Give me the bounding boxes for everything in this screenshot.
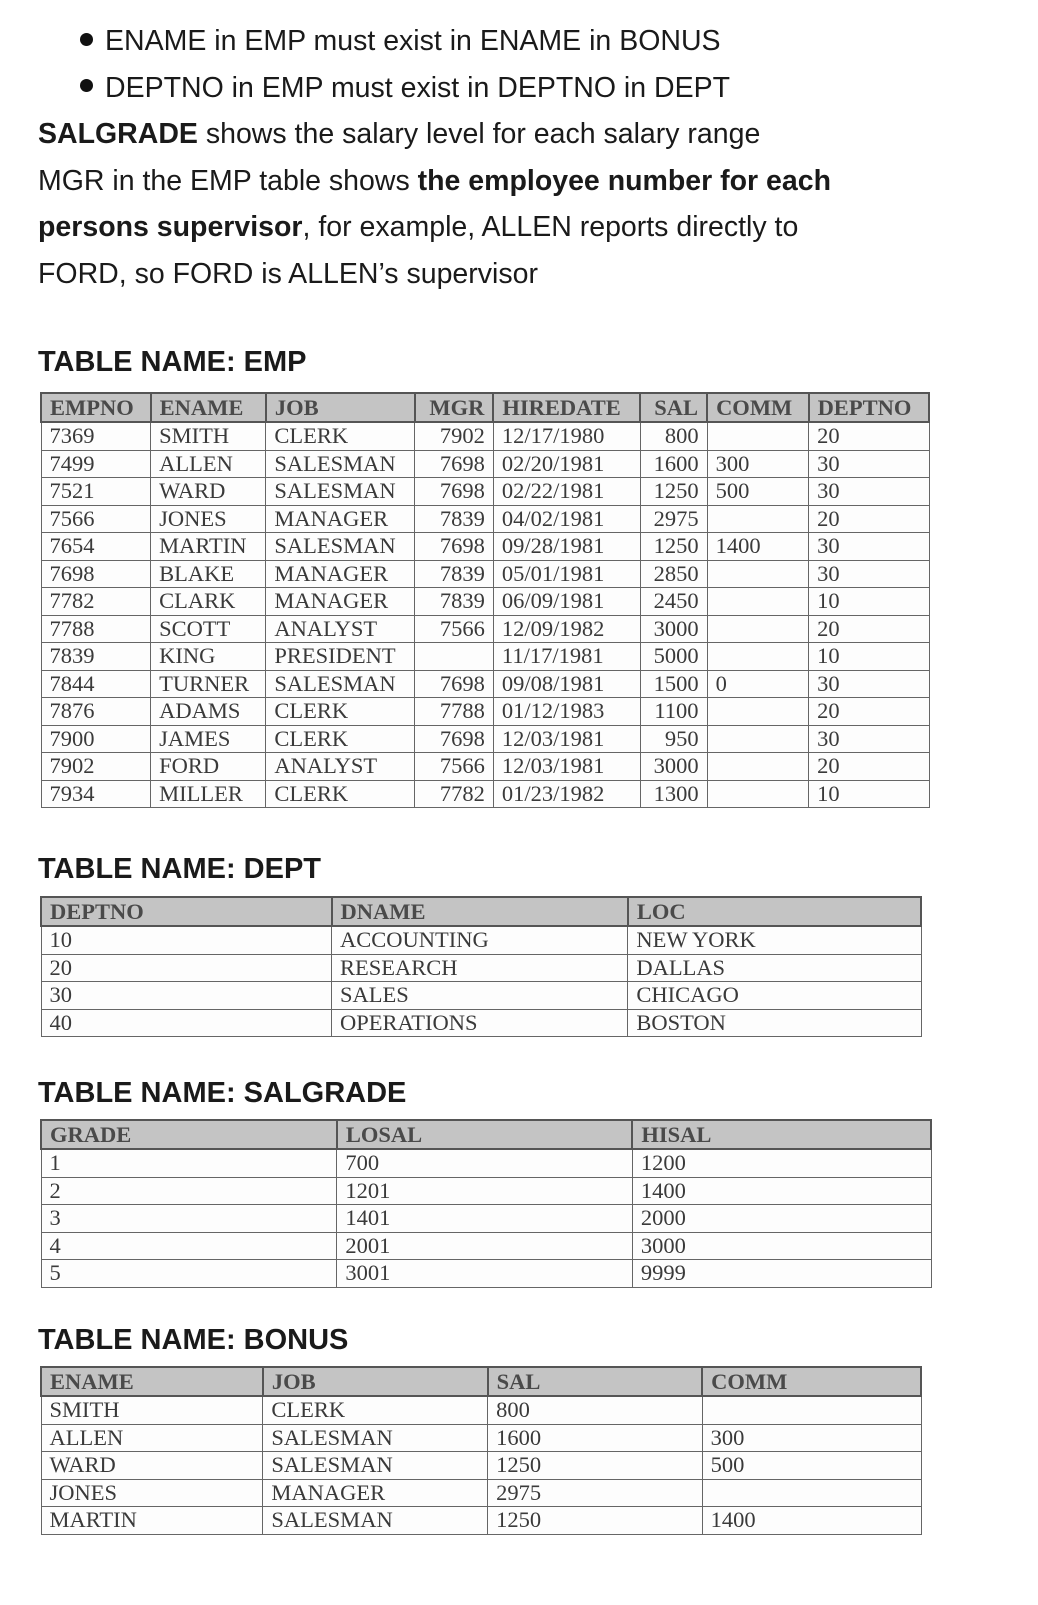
table-cell: JAMES xyxy=(151,725,266,753)
table-cell xyxy=(707,725,809,753)
table-cell: 02/22/1981 xyxy=(493,478,640,506)
table-row xyxy=(41,1260,931,1288)
table-row xyxy=(41,1452,921,1480)
table-row xyxy=(41,1205,931,1233)
table-cell: MANAGER xyxy=(263,1479,488,1507)
table-cell: SALESMAN xyxy=(266,533,415,561)
table-cell: 7839 xyxy=(415,505,494,533)
table-row xyxy=(41,450,929,478)
table-cell: SALESMAN xyxy=(263,1507,488,1535)
salgrade-description xyxy=(38,111,1018,158)
table-cell: 1250 xyxy=(488,1452,703,1480)
table-cell: CLERK xyxy=(266,422,415,450)
table-cell: MANAGER xyxy=(266,505,415,533)
table-row xyxy=(41,1507,921,1535)
table-cell: 20 xyxy=(809,753,929,781)
table-cell: SMITH xyxy=(151,422,266,450)
column-header: HISAL xyxy=(632,1120,931,1149)
table-cell: 2975 xyxy=(488,1479,703,1507)
table-row xyxy=(41,1232,931,1260)
table-cell: 7902 xyxy=(41,753,151,781)
table-cell: 10 xyxy=(809,643,929,671)
table-cell: 12/09/1982 xyxy=(493,615,640,643)
table-cell: 7788 xyxy=(41,615,151,643)
table-cell: ALLEN xyxy=(41,1424,263,1452)
table-cell: 1300 xyxy=(640,780,707,808)
table-cell: 7844 xyxy=(41,670,151,698)
table-cell: WARD xyxy=(41,1452,263,1480)
column-header: ENAME xyxy=(41,1367,263,1396)
table-cell: 1 xyxy=(41,1149,337,1177)
table-row xyxy=(41,725,929,753)
table-cell: 30 xyxy=(809,450,929,478)
table-cell xyxy=(702,1396,921,1424)
table-cell: 1401 xyxy=(337,1205,632,1233)
mgr-desc-bold: the employee number for each xyxy=(417,164,832,197)
table-cell: SALESMAN xyxy=(263,1452,488,1480)
table-cell: 1400 xyxy=(707,533,809,561)
column-header: DEPTNO xyxy=(809,393,929,422)
table-cell: 1201 xyxy=(337,1177,632,1205)
table-cell xyxy=(707,588,809,616)
dept-header-row xyxy=(41,897,921,926)
table-cell: SALESMAN xyxy=(263,1424,488,1452)
table-cell: 3000 xyxy=(640,615,707,643)
table-row xyxy=(41,698,929,726)
column-header: EMPNO xyxy=(41,393,151,422)
table-cell: 1100 xyxy=(640,698,707,726)
table-cell: CLARK xyxy=(151,588,266,616)
table-cell: 12/03/1981 xyxy=(493,725,640,753)
table-cell: ADAMS xyxy=(151,698,266,726)
salgrade-table-title: TABLE NAME: SALGRADE xyxy=(38,1077,407,1109)
salgrade-table xyxy=(40,1119,932,1288)
table-cell: CLERK xyxy=(266,725,415,753)
mgr-desc-text: , for example, ALLEN reports directly to xyxy=(302,211,799,243)
table-row xyxy=(41,560,929,588)
table-cell: 3000 xyxy=(632,1232,931,1260)
table-cell: BOSTON xyxy=(628,1009,921,1037)
table-row xyxy=(41,588,929,616)
column-header: COMM xyxy=(702,1367,921,1396)
table-cell: MARTIN xyxy=(41,1507,263,1535)
table-cell: DALLAS xyxy=(628,954,921,982)
table-cell: 7782 xyxy=(415,780,494,808)
table-cell: 40 xyxy=(41,1009,332,1037)
table-cell: 10 xyxy=(41,926,332,954)
table-cell: 1200 xyxy=(632,1149,931,1177)
table-cell: WARD xyxy=(151,478,266,506)
table-cell: FORD xyxy=(151,753,266,781)
bullet-text: DEPTNO in EMP must exist in DEPTNO in DEPT xyxy=(105,71,731,104)
table-cell: 800 xyxy=(640,422,707,450)
table-cell: 20 xyxy=(41,954,332,982)
table-cell: 20 xyxy=(809,422,929,450)
table-cell: 2001 xyxy=(337,1232,632,1260)
column-header: DEPTNO xyxy=(41,897,332,926)
table-cell: 7654 xyxy=(41,533,151,561)
table-row xyxy=(41,926,921,954)
table-cell: 1250 xyxy=(640,533,707,561)
bonus-table-title: TABLE NAME: BONUS xyxy=(38,1324,349,1356)
table-cell: SALESMAN xyxy=(266,670,415,698)
table-row xyxy=(41,422,929,450)
table-cell: BLAKE xyxy=(151,560,266,588)
table-cell xyxy=(707,698,809,726)
table-cell: 02/20/1981 xyxy=(493,450,640,478)
table-cell: 500 xyxy=(702,1452,921,1480)
table-cell: RESEARCH xyxy=(332,954,628,982)
table-cell: 2975 xyxy=(640,505,707,533)
table-cell: 9999 xyxy=(632,1260,931,1288)
table-cell: 30 xyxy=(809,533,929,561)
table-cell: 12/03/1981 xyxy=(493,753,640,781)
bonus-header-row xyxy=(41,1367,921,1396)
mgr-desc-text: FORD, so FORD is ALLEN’s supervisor xyxy=(38,257,538,290)
bullet-dot-icon xyxy=(80,33,93,46)
table-row xyxy=(41,1396,921,1424)
table-cell: 2 xyxy=(41,1177,337,1205)
table-cell: MARTIN xyxy=(151,533,266,561)
dept-table xyxy=(40,896,922,1037)
table-cell: 7788 xyxy=(415,698,494,726)
dept-table-title: TABLE NAME: DEPT xyxy=(38,853,322,885)
table-cell: CHICAGO xyxy=(628,982,921,1010)
salgrade-header-row xyxy=(41,1120,931,1149)
table-cell xyxy=(707,643,809,671)
table-cell: 12/17/1980 xyxy=(493,422,640,450)
table-cell: ANALYST xyxy=(266,753,415,781)
table-cell: JONES xyxy=(151,505,266,533)
table-cell: CLERK xyxy=(263,1396,488,1424)
emp-header-row xyxy=(41,393,929,422)
table-cell: 5000 xyxy=(640,643,707,671)
table-cell: 7839 xyxy=(415,588,494,616)
table-cell: MANAGER xyxy=(266,588,415,616)
table-cell: 7782 xyxy=(41,588,151,616)
table-row xyxy=(41,982,921,1010)
table-cell: 7698 xyxy=(415,725,494,753)
table-cell: 01/23/1982 xyxy=(493,780,640,808)
table-cell: SALESMAN xyxy=(266,478,415,506)
table-row xyxy=(41,1009,921,1037)
table-cell: 700 xyxy=(337,1149,632,1177)
table-cell: 300 xyxy=(702,1424,921,1452)
table-cell: 800 xyxy=(488,1396,703,1424)
table-cell: 4 xyxy=(41,1232,337,1260)
table-cell: 7934 xyxy=(41,780,151,808)
table-row xyxy=(41,533,929,561)
table-cell: 20 xyxy=(809,698,929,726)
table-cell: 7876 xyxy=(41,698,151,726)
table-cell: SALESMAN xyxy=(266,450,415,478)
table-cell: 7698 xyxy=(415,670,494,698)
table-cell: 06/09/1981 xyxy=(493,588,640,616)
table-cell: 09/28/1981 xyxy=(493,533,640,561)
table-cell: 3001 xyxy=(337,1260,632,1288)
table-cell: 11/17/1981 xyxy=(493,643,640,671)
column-header: GRADE xyxy=(41,1120,337,1149)
emp-table xyxy=(40,392,930,808)
table-cell: ACCOUNTING xyxy=(332,926,628,954)
mgr-desc-text: MGR in the EMP table shows xyxy=(38,164,418,197)
table-cell: SCOTT xyxy=(151,615,266,643)
table-row xyxy=(41,478,929,506)
table-cell: 2850 xyxy=(640,560,707,588)
table-cell: 7499 xyxy=(41,450,151,478)
table-cell: TURNER xyxy=(151,670,266,698)
table-cell: 7566 xyxy=(415,615,494,643)
table-cell: 1500 xyxy=(640,670,707,698)
table-cell: MILLER xyxy=(151,780,266,808)
table-cell: 7698 xyxy=(41,560,151,588)
table-cell xyxy=(707,615,809,643)
table-cell: 30 xyxy=(809,725,929,753)
bullet-item xyxy=(38,65,1018,112)
table-cell: 30 xyxy=(41,982,332,1010)
table-cell: 1400 xyxy=(632,1177,931,1205)
table-cell: 10 xyxy=(809,588,929,616)
table-cell: 20 xyxy=(809,615,929,643)
table-cell: 1600 xyxy=(640,450,707,478)
table-cell: 05/01/1981 xyxy=(493,560,640,588)
table-cell: 7902 xyxy=(415,422,494,450)
table-cell: 7369 xyxy=(41,422,151,450)
table-cell: 1250 xyxy=(640,478,707,506)
column-header: JOB xyxy=(266,393,415,422)
table-cell: KING xyxy=(151,643,266,671)
emp-table-title: TABLE NAME: EMP xyxy=(38,346,307,378)
table-cell: 30 xyxy=(809,670,929,698)
table-cell: 7698 xyxy=(415,478,494,506)
table-cell: 7900 xyxy=(41,725,151,753)
column-header: DNAME xyxy=(332,897,628,926)
table-cell: 7566 xyxy=(41,505,151,533)
table-cell: OPERATIONS xyxy=(332,1009,628,1037)
bonus-table xyxy=(40,1366,922,1535)
column-header: COMM xyxy=(707,393,809,422)
salgrade-desc-text: shows the salary level for each salary range xyxy=(197,118,761,150)
table-row xyxy=(41,505,929,533)
table-cell: 2450 xyxy=(640,588,707,616)
table-cell: 1600 xyxy=(488,1424,703,1452)
table-cell: 950 xyxy=(640,725,707,753)
table-cell xyxy=(707,780,809,808)
bullet-item xyxy=(38,18,1018,65)
column-header: HIREDATE xyxy=(493,393,640,422)
table-cell: 20 xyxy=(809,505,929,533)
mgr-desc-bold: persons supervisor xyxy=(38,211,303,243)
table-row xyxy=(41,954,921,982)
column-header: JOB xyxy=(263,1367,488,1396)
salgrade-term: SALGRADE xyxy=(38,118,198,150)
table-cell: 09/08/1981 xyxy=(493,670,640,698)
table-cell: 7566 xyxy=(415,753,494,781)
table-cell xyxy=(702,1479,921,1507)
table-cell: SMITH xyxy=(41,1396,263,1424)
mgr-description xyxy=(38,158,1018,298)
table-cell: 500 xyxy=(707,478,809,506)
table-row xyxy=(41,1149,931,1177)
table-row xyxy=(41,1424,921,1452)
table-row xyxy=(41,615,929,643)
table-cell: ALLEN xyxy=(151,450,266,478)
table-cell: 2000 xyxy=(632,1205,931,1233)
bullet-dot-icon xyxy=(80,79,93,92)
table-cell: 7698 xyxy=(415,450,494,478)
table-cell: 5 xyxy=(41,1260,337,1288)
table-row xyxy=(41,1479,921,1507)
table-row xyxy=(41,643,929,671)
table-cell: 300 xyxy=(707,450,809,478)
table-row xyxy=(41,753,929,781)
table-cell: 7839 xyxy=(41,643,151,671)
table-cell: MANAGER xyxy=(266,560,415,588)
table-row xyxy=(41,670,929,698)
intro-text xyxy=(38,18,1018,297)
table-cell: CLERK xyxy=(266,780,415,808)
column-header: SAL xyxy=(488,1367,703,1396)
column-header: LOSAL xyxy=(337,1120,632,1149)
column-header: LOC xyxy=(628,897,921,926)
table-cell: 1400 xyxy=(702,1507,921,1535)
table-cell xyxy=(707,505,809,533)
table-cell: 30 xyxy=(809,478,929,506)
table-cell: ANALYST xyxy=(266,615,415,643)
table-cell: 7698 xyxy=(415,533,494,561)
table-cell: 7521 xyxy=(41,478,151,506)
bullet-text: ENAME in EMP must exist in ENAME in BONUS xyxy=(105,25,721,57)
table-cell xyxy=(415,643,494,671)
table-cell xyxy=(707,560,809,588)
table-cell: 10 xyxy=(809,780,929,808)
column-header: ENAME xyxy=(151,393,266,422)
table-cell: 30 xyxy=(809,560,929,588)
table-cell: 3000 xyxy=(640,753,707,781)
table-cell: 0 xyxy=(707,670,809,698)
table-cell: NEW YORK xyxy=(628,926,921,954)
table-row xyxy=(41,1177,931,1205)
table-cell: SALES xyxy=(332,982,628,1010)
table-cell: 7839 xyxy=(415,560,494,588)
column-header: MGR xyxy=(415,393,494,422)
column-header: SAL xyxy=(640,393,707,422)
table-cell: 1250 xyxy=(488,1507,703,1535)
table-cell: CLERK xyxy=(266,698,415,726)
table-cell: 04/02/1981 xyxy=(493,505,640,533)
table-cell: 01/12/1983 xyxy=(493,698,640,726)
table-cell xyxy=(707,753,809,781)
table-cell xyxy=(707,422,809,450)
table-row xyxy=(41,780,929,808)
table-cell: 3 xyxy=(41,1205,337,1233)
table-cell: PRESIDENT xyxy=(266,643,415,671)
table-cell: JONES xyxy=(41,1479,263,1507)
